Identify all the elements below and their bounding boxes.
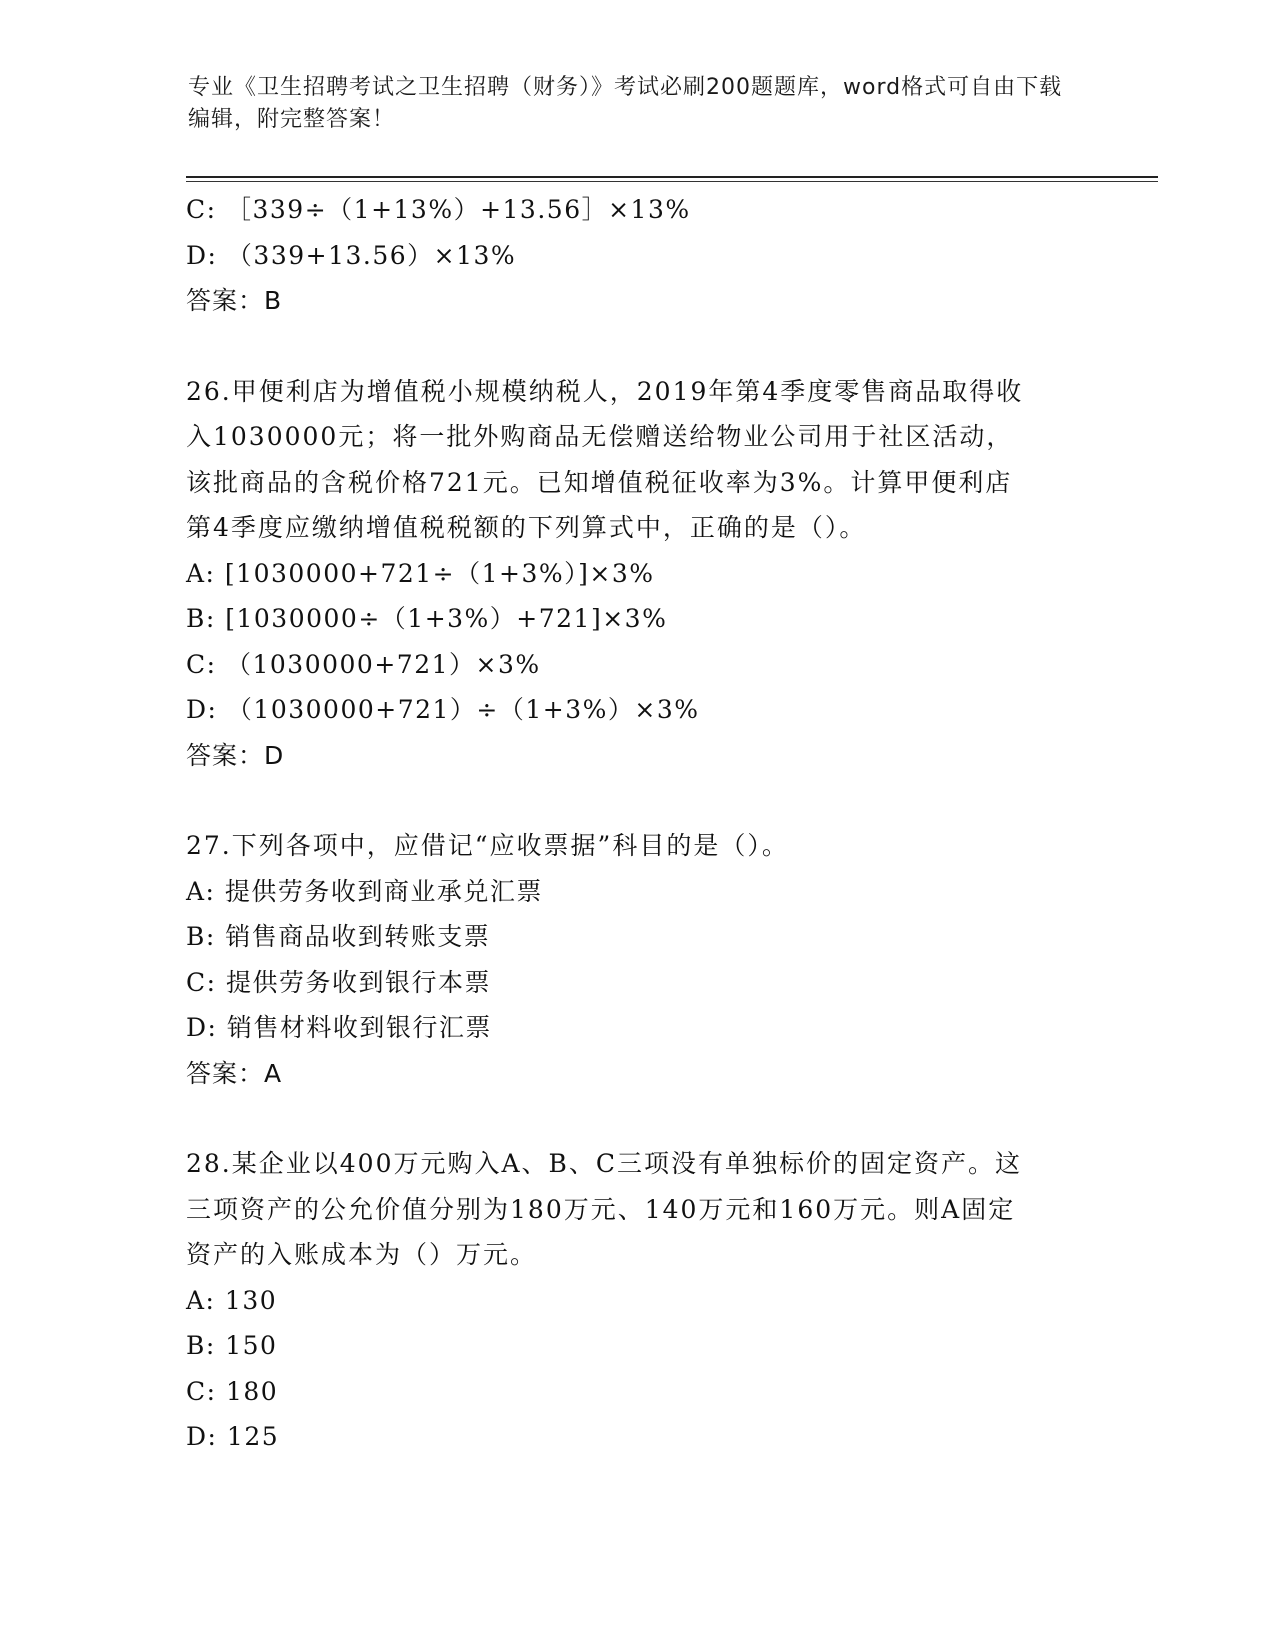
question-stem-line: 该批商品的含税价格721元。已知增值税征收率为3%。计算甲便利店 (186, 467, 1013, 497)
option-b: B: 150 (186, 1331, 278, 1360)
option-c: C: 提供劳务收到银行本票 (186, 967, 491, 997)
option-d: D: （1030000+721）÷（1+3%）×3% (186, 695, 700, 724)
option-b: B: 销售商品收到转账支票 (186, 922, 491, 951)
option-c: C: ［339÷（1+13%）+13.56］×13% (186, 195, 691, 224)
question-25-continued (186, 187, 1086, 324)
header-divider-thin (186, 181, 1158, 182)
option-a: A: 130 (186, 1285, 278, 1315)
answer-line: 答案：D (186, 740, 285, 770)
header-divider-thick (186, 176, 1158, 178)
question-26 (186, 369, 1086, 779)
answer-line: 答案：B (186, 286, 283, 315)
option-d: D: 125 (186, 1422, 280, 1451)
option-d: D: （339+13.56）×13% (186, 240, 517, 270)
question-stem-line: 第4季度应缴纳增值税税额的下列算式中，正确的是（）。 (186, 513, 867, 542)
question-stem-line: 入1030000元；将一批外购商品无偿赠送给物业公司用于社区活动， (186, 422, 1014, 451)
option-c: C: 180 (186, 1376, 279, 1406)
page-header-title: 专业《卫生招聘考试之卫生招聘（财务）》考试必刷200题题库，word格式可自由下载编辑，附完整答案！ (188, 75, 1063, 132)
question-list (186, 187, 1086, 1460)
spacer (186, 324, 1086, 369)
option-a: A: 提供劳务收到商业承兑汇票 (186, 876, 543, 906)
question-stem-line: 28.某企业以400万元购入A、B、C三项没有单独标价的固定资产。这 (186, 1149, 1023, 1178)
question-stem-line: 三项资产的公允价值分别为180万元、140万元和160万元。则A固定 (186, 1194, 1016, 1224)
question-28 (186, 1141, 1086, 1460)
spacer (186, 778, 1086, 823)
question-stem-line: 26.甲便利店为增值税小规模纳税人，2019年第4季度零售商品取得收 (186, 376, 1024, 406)
option-d: D: 销售材料收到银行汇票 (186, 1013, 492, 1042)
question-stem-line: 资产的入账成本为（）万元。 (186, 1240, 538, 1269)
question-stem-line: 27.下列各项中，应借记“应收票据”科目的是（）。 (186, 831, 789, 860)
option-b: B: [1030000÷（1+3%）+721]×3% (186, 604, 668, 633)
answer-line: 答案：A (186, 1058, 283, 1088)
question-27 (186, 823, 1086, 1096)
option-a: A: [1030000+721÷（1+3%）]×3% (186, 558, 655, 588)
spacer (186, 1096, 1086, 1141)
option-c: C: （1030000+721）×3% (186, 649, 541, 679)
